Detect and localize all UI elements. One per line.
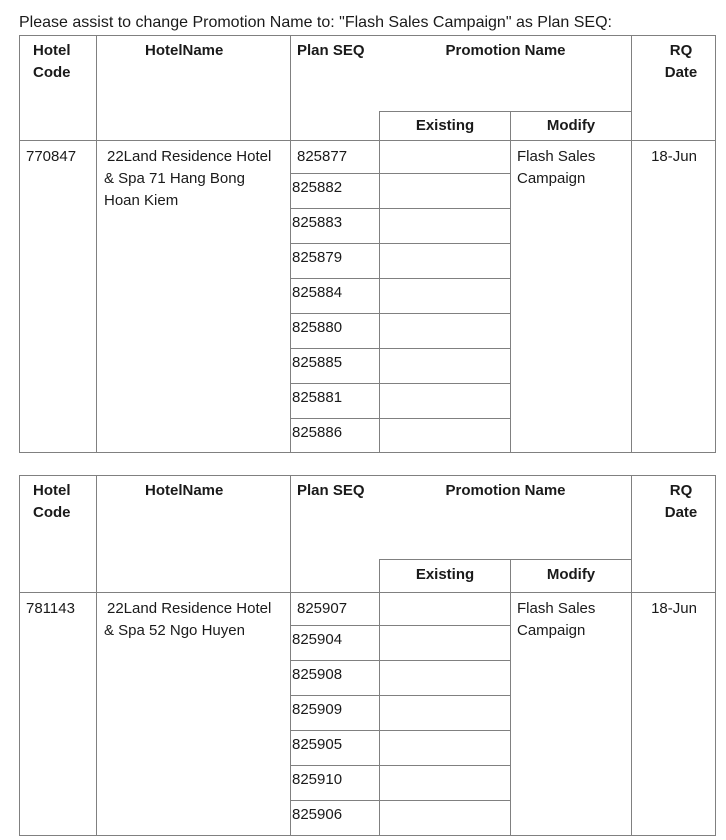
modify-cell: Flash Sales Campaign bbox=[517, 148, 596, 187]
header-promotion-name: Promotion Name bbox=[445, 482, 566, 499]
plan-seq-cell: 825884 bbox=[292, 284, 343, 301]
plan-seq-cell: 825879 bbox=[292, 249, 343, 266]
plan-seq-cell: 825910 bbox=[292, 771, 343, 788]
plan-seq-cell: 825877 bbox=[297, 148, 348, 165]
hotel-name-cell: 22Land Residence Hotel & Spa 52 Ngo Huyen bbox=[104, 600, 272, 639]
header-rq-date: RQ Date bbox=[664, 482, 698, 521]
header-plan-seq: Plan SEQ bbox=[297, 42, 365, 59]
plan-seq-cell: 825881 bbox=[292, 389, 343, 406]
rq-date-cell: 18-Jun bbox=[651, 148, 697, 165]
header-modify: Modify bbox=[546, 566, 596, 583]
plan-seq-cell: 825882 bbox=[292, 179, 343, 196]
plan-seq-cell: 825908 bbox=[292, 666, 343, 683]
hotel-code-cell: 770847 bbox=[26, 148, 77, 165]
plan-seq-cell: 825886 bbox=[292, 424, 343, 441]
header-hotel-name: HotelName bbox=[145, 482, 224, 499]
header-hotel-name: HotelName bbox=[145, 42, 224, 59]
plan-table-2 bbox=[19, 475, 716, 837]
plan-seq-cell: 825909 bbox=[292, 701, 343, 718]
plan-seq-cell: 825885 bbox=[292, 354, 343, 371]
plan-seq-cell: 825907 bbox=[297, 600, 348, 617]
plan-table-1 bbox=[19, 35, 716, 453]
plan-seq-cell: 825880 bbox=[292, 319, 343, 336]
intro-text: Please assist to change Promotion Name to: "Flash Sales Campaign" as Plan SEQ: bbox=[19, 14, 612, 31]
plan-seq-cell: 825883 bbox=[292, 214, 343, 231]
hotel-name-cell: 22Land Residence Hotel & Spa 71 Hang Bong Hoan Kiem bbox=[104, 148, 272, 209]
header-promotion-name: Promotion Name bbox=[445, 42, 566, 59]
rq-date-cell: 18-Jun bbox=[651, 600, 697, 617]
header-existing: Existing bbox=[415, 566, 475, 583]
plan-seq-cell: 825904 bbox=[292, 631, 343, 648]
modify-cell: Flash Sales Campaign bbox=[517, 600, 596, 639]
plan-seq-cell: 825905 bbox=[292, 736, 343, 753]
plan-seq-cell: 825906 bbox=[292, 806, 343, 823]
header-rq-date: RQ Date bbox=[664, 42, 698, 81]
header-plan-seq: Plan SEQ bbox=[297, 482, 365, 499]
header-hotel-code: Hotel Code bbox=[33, 42, 71, 81]
header-existing: Existing bbox=[415, 117, 475, 134]
header-hotel-code: Hotel Code bbox=[33, 482, 71, 521]
header-modify: Modify bbox=[546, 117, 596, 134]
hotel-code-cell: 781143 bbox=[26, 600, 75, 617]
